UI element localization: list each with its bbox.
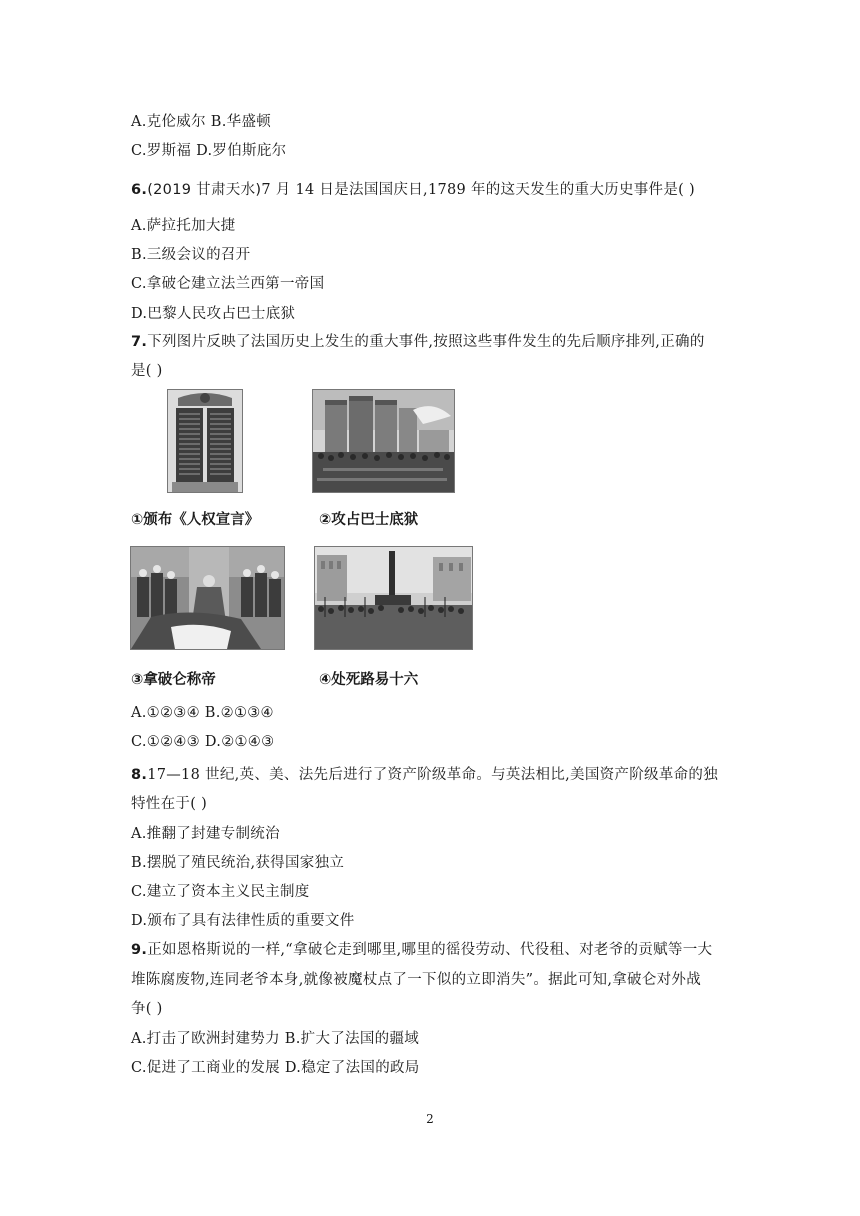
q8-number: 8. [131,767,148,783]
q6-number: 6. [131,182,148,198]
q8-option-a: A.推翻了封建专制统治 [131,826,280,842]
execution-louis-xvi-image [314,546,473,650]
q6-stem [131,178,695,199]
q6-option-a: A.萨拉托加大捷 [131,218,236,234]
image-caption-1: ①颁布《人权宣言》 [131,512,260,528]
q8-option-b: B.摆脱了殖民统治,获得国家独立 [131,855,345,871]
q9-options-row2: C.促进了工商业的发展 D.稳定了法国的政局 [131,1060,420,1076]
image-caption-4: ④处死路易十六 [319,672,419,688]
image-caption-3: ③拿破仑称帝 [131,672,216,688]
q6-option-b: B.三级会议的召开 [131,247,251,263]
q7-stem-line1 [131,330,705,351]
q8-option-c: C.建立了资本主义民主制度 [131,884,310,900]
q8-option-d: D.颁布了具有法律性质的重要文件 [131,913,355,929]
q6-option-d: D.巴黎人民攻占巴士底狱 [131,306,296,322]
q8-stem-line2: 特性在于( ) [131,796,208,812]
q5-options-row1: A.克伦威尔 B.华盛顿 [131,114,272,130]
q8-stem-line1 [131,763,718,784]
q5-options-row2: C.罗斯福 D.罗伯斯庇尔 [131,143,287,159]
q7-stem-text: 下列图片反映了法国历史上发生的重大事件,按照这些事件发生的先后顺序排列,正确的 [147,334,705,350]
q9-options-row1: A.打击了欧洲封建势力 B.扩大了法国的疆域 [131,1031,420,1047]
q9-number: 9. [131,942,148,958]
q6-stem-text: 7 月 14 日是法国国庆日,1789 年的这天发生的重大历史事件是( ) [261,182,695,198]
q7-number: 7. [131,334,148,350]
q6-source: (2019 甘肃天水) [147,182,262,198]
q7-options-row1: A.①②③④ B.②①③④ [131,705,274,721]
q9-stem-line3: 争( ) [131,1001,163,1017]
page-number: 2 [426,1112,434,1126]
image-caption-2: ②攻占巴士底狱 [319,512,419,528]
declaration-of-rights-image [167,389,243,493]
q8-stem-text: 17—18 世纪,英、美、法先后进行了资产阶级革命。与英法相比,美国资产阶级革命的独 [147,767,719,783]
storming-bastille-image [312,389,455,493]
q9-stem-line1 [131,938,712,959]
q7-stem-line2: 是( ) [131,363,163,379]
q9-stem-text: 正如恩格斯说的一样,“拿破仑走到哪里,哪里的徭役劳动、代役租、对老爷的贡赋等一大 [147,942,713,958]
q9-stem-line2: 堆陈腐废物,连同老爷本身,就像被魔杖点了一下似的立即消失”。据此可知,拿破仑对外战 [131,972,702,988]
napoleon-coronation-image [130,546,285,650]
q7-options-row2: C.①②④③ D.②①④③ [131,734,275,750]
q6-option-c: C.拿破仑建立法兰西第一帝国 [131,276,325,292]
